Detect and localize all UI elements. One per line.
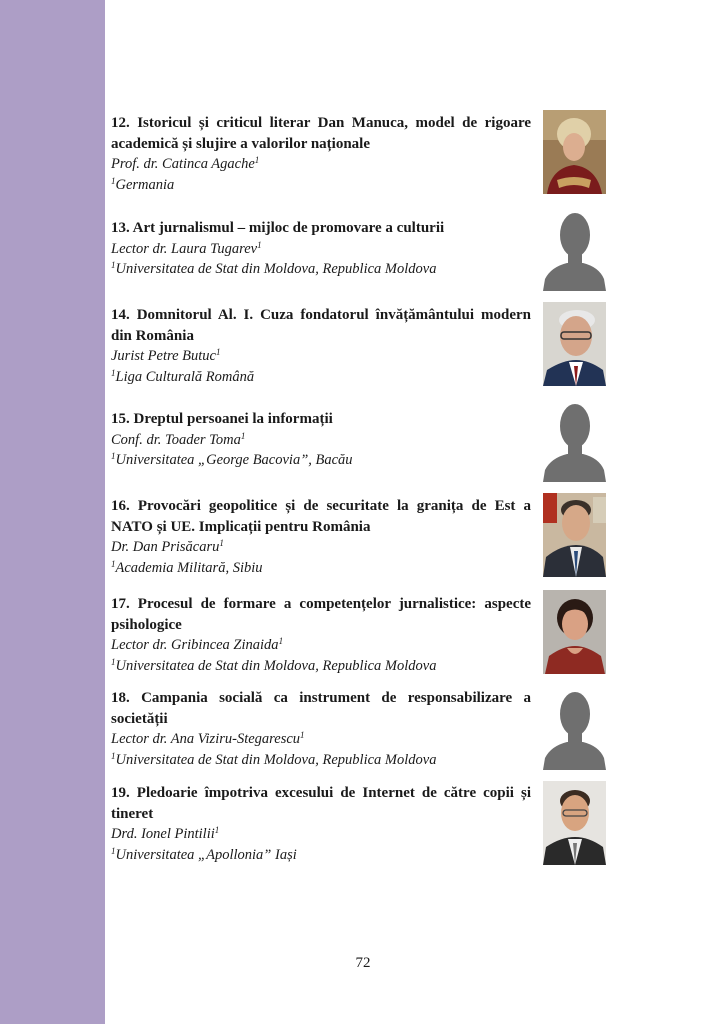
article-author: Jurist Petre Butuc$^1$: [111, 347, 221, 364]
article-title: 15. Dreptul persoanei la informații: [111, 411, 333, 427]
article-entry-12: [111, 113, 531, 195]
author-photo-14: [543, 302, 606, 386]
man-portrait-photo: [543, 781, 606, 865]
article-title: 18. Campania socială ca instrument de responsabilizare a societății: [111, 690, 531, 727]
article-entry-16: [111, 496, 531, 578]
article-affiliation: $^1$Germania: [111, 175, 175, 193]
author-photo-17: [543, 590, 606, 674]
author-photo-15: [543, 398, 606, 482]
article-affiliation: $^1$Liga Culturală Română: [111, 367, 255, 385]
article-author: Lector dr. Laura Tugarev$^1$: [111, 239, 262, 257]
article-author: Drd. Ionel Pintilii$^1$: [111, 825, 220, 842]
article-author: Prof. dr. Catinca Agache$^1$: [111, 155, 260, 172]
man-portrait-photo: [543, 493, 606, 577]
article-title: 17. Procesul de formare a competențelor jurnalistice: aspecte psihologice: [111, 596, 531, 633]
article-title: 14. Domnitorul Al. I. Cuza fondatorul învățământului modern din România: [111, 307, 531, 344]
article-author: Lector dr. Ana Viziru-Stegarescu$^1$: [111, 730, 305, 747]
article-title: 19. Pledoarie împotriva excesului de Internet de către copii și tineret: [111, 785, 531, 822]
article-title: 16. Provocări geopolitice și de securitate la granița de Est a NATO și UE. Implicații pentru România: [111, 498, 531, 535]
author-photo-13: [543, 207, 606, 291]
article-title: 12. Istoricul și criticul literar Dan Manuca, model de rigoare academică și slujire a valorilor naționale: [111, 115, 531, 152]
person-silhouette-icon: [543, 207, 606, 291]
person-silhouette-icon: [543, 398, 606, 482]
article-entry-17: [111, 594, 531, 676]
article-affiliation: $^1$Universitatea de Stat din Moldova, Republica Moldova: [111, 656, 437, 674]
article-affiliation: $^1$Universitatea de Stat din Moldova, Republica Moldova: [111, 260, 437, 277]
article-entry-19: [111, 783, 531, 865]
article-entry-13: [111, 218, 531, 280]
article-affiliation: $^1$Universitatea „George Bacovia”, Bacău: [111, 451, 353, 468]
side-color-band: [0, 0, 105, 1024]
person-silhouette-icon: [543, 686, 606, 770]
page-number: 72: [355, 955, 371, 971]
man-portrait-photo: [543, 302, 606, 386]
article-affiliation: $^1$Universitatea „Apollonia” Iași: [111, 845, 297, 863]
woman-portrait-photo: [543, 590, 606, 674]
article-author: Conf. dr. Toader Toma$^1$: [111, 430, 246, 448]
author-photo-18: [543, 686, 606, 770]
article-entry-14: [111, 305, 531, 387]
author-photo-16: [543, 493, 606, 577]
author-photo-19: [543, 781, 606, 865]
article-entry-15: [111, 409, 531, 471]
author-photo-12: [543, 110, 606, 194]
article-affiliation: $^1$Universitatea de Stat din Moldova, Republica Moldova: [111, 750, 437, 768]
article-author: Lector dr. Gribincea Zinaida$^1$: [111, 636, 284, 653]
article-title: 13. Art jurnalismul – mijloc de promovare a culturii: [111, 220, 445, 236]
article-entry-18: [111, 688, 531, 770]
article-author: Dr. Dan Prisăcaru$^1$: [111, 538, 224, 555]
article-affiliation: $^1$Academia Militară, Sibiu: [111, 558, 263, 576]
woman-portrait-photo: [543, 110, 606, 194]
